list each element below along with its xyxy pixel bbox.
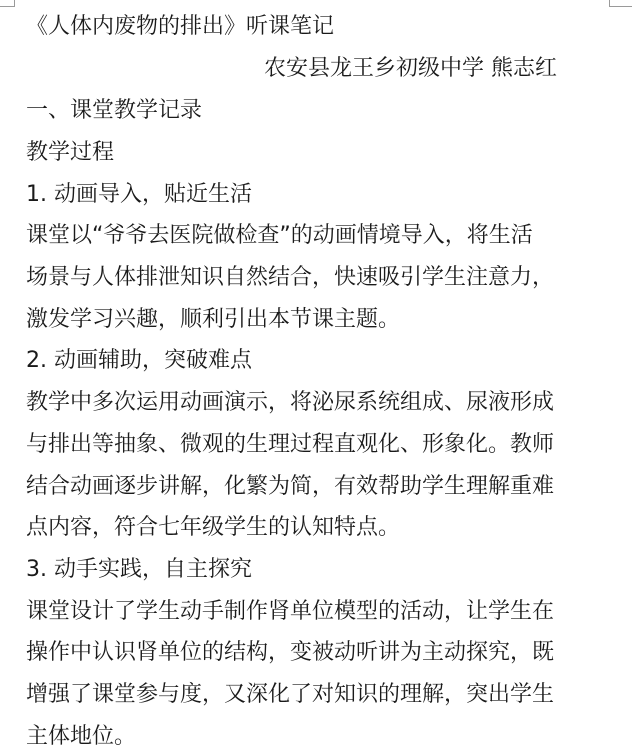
item-heading-2: 2. 动画辅助，突破难点	[26, 348, 252, 373]
paragraph-line: 教学中多次运用动画演示，将泌尿系统组成、尿液形成	[26, 390, 555, 415]
paragraph-line: 课堂设计了学生动手制作肾单位模型的活动，让学生在	[26, 599, 555, 624]
item-heading-1: 1. 动画导入，贴近生活	[26, 182, 252, 207]
paragraph-line: 结合动画逐步讲解，化繁为简，有效帮助学生理解重难	[26, 474, 555, 499]
paragraph-line: 操作中认识肾单位的结构，变被动听讲为主动探究，既	[26, 640, 555, 665]
item-heading-3: 3. 动手实践，自主探究	[26, 557, 252, 582]
paragraph-line: 场景与人体排泄知识自然结合，快速吸引学生注意力，	[26, 265, 555, 290]
paragraph-line: 增强了课堂参与度，又深化了对知识的理解，突出学生	[26, 682, 555, 707]
paragraph-line: 课堂以“爷爷去医院做检查”的动画情境导入，将生活	[26, 223, 533, 248]
subsection-heading: 教学过程	[26, 140, 115, 165]
author-line: 农安县龙王乡初级中学 熊志红	[264, 56, 557, 81]
paragraph-line: 点内容，符合七年级学生的认知特点。	[26, 515, 401, 540]
page-corner-mark-right	[609, 0, 632, 7]
document-title: 《人体内废物的排出》听课笔记	[26, 14, 335, 39]
section-heading: 一、课堂教学记录	[26, 98, 203, 123]
paragraph-line: 主体地位。	[26, 724, 137, 749]
paragraph-line: 与排出等抽象、微观的生理过程直观化、形象化。教师	[26, 432, 555, 457]
paragraph-line: 激发学习兴趣，顺利引出本节课主题。	[26, 307, 401, 332]
page-corner-mark-left	[0, 0, 15, 7]
